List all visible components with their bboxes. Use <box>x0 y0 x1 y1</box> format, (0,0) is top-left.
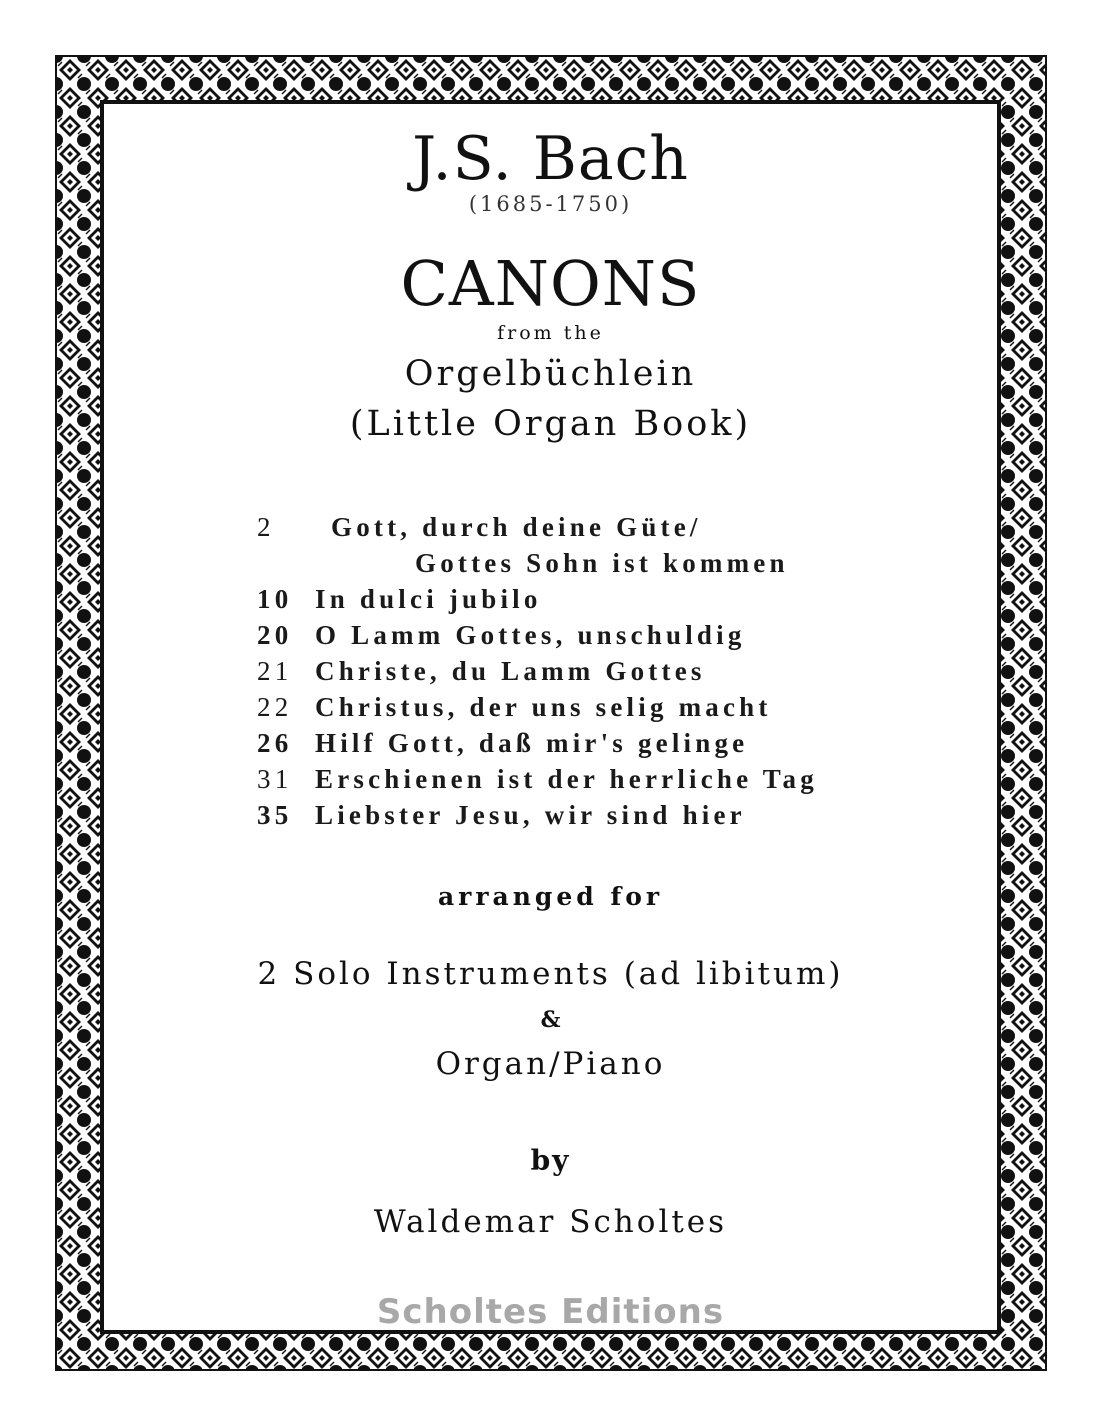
item-title: Hilf Gott, daß mir's gelinge <box>315 728 749 758</box>
list-item <box>257 509 957 545</box>
publisher-name: Scholtes Editions <box>376 1292 725 1332</box>
list-item <box>257 653 957 689</box>
list-item <box>257 689 957 725</box>
list-item <box>257 761 957 797</box>
by-text: by <box>530 1144 571 1177</box>
composer-name: J.S. Bach <box>412 124 689 194</box>
item-title: Gott, durch deine Güte/ <box>331 512 702 542</box>
list-item <box>257 545 957 581</box>
list-item <box>257 725 957 761</box>
item-number: 22 <box>257 692 293 722</box>
item-number: 26 <box>257 728 293 758</box>
list-item <box>257 581 957 617</box>
from-text: from the <box>497 322 604 344</box>
collection-title: Orgelbüchlein <box>404 354 697 394</box>
item-number: 35 <box>257 800 293 830</box>
item-number: 20 <box>257 620 293 650</box>
item-number: 31 <box>257 764 293 794</box>
item-number: 2 <box>257 512 275 542</box>
collection-title-english: (Little Organ Book) <box>349 404 752 444</box>
list-item <box>257 617 957 653</box>
item-title: Christe, du Lamm Gottes <box>315 656 706 686</box>
ampersand: & <box>540 1007 561 1033</box>
instrumentation: 2 Solo Instruments (ad libitum) <box>257 956 844 992</box>
item-number: 21 <box>257 656 293 686</box>
item-number: 10 <box>257 584 293 614</box>
item-title: Erschienen ist der herrliche Tag <box>315 764 818 794</box>
list-item <box>257 797 957 833</box>
arranged-for-text: arranged for <box>437 882 664 911</box>
contents-list <box>257 509 957 833</box>
item-title: In dulci jubilo <box>315 584 542 614</box>
composer-dates: (1685-1750) <box>468 192 633 216</box>
item-title: Christus, der uns selig macht <box>315 692 772 722</box>
item-title: Gottes Sohn ist kommen <box>415 548 789 578</box>
item-title: Liebster Jesu, wir sind hier <box>315 800 746 830</box>
keyboard-instrument: Organ/Piano <box>435 1046 666 1082</box>
work-title: CANONS <box>400 247 701 320</box>
item-title: O Lamm Gottes, unschuldig <box>315 620 746 650</box>
arranger-name: Waldemar Scholtes <box>373 1204 728 1240</box>
title-page <box>104 104 997 1330</box>
